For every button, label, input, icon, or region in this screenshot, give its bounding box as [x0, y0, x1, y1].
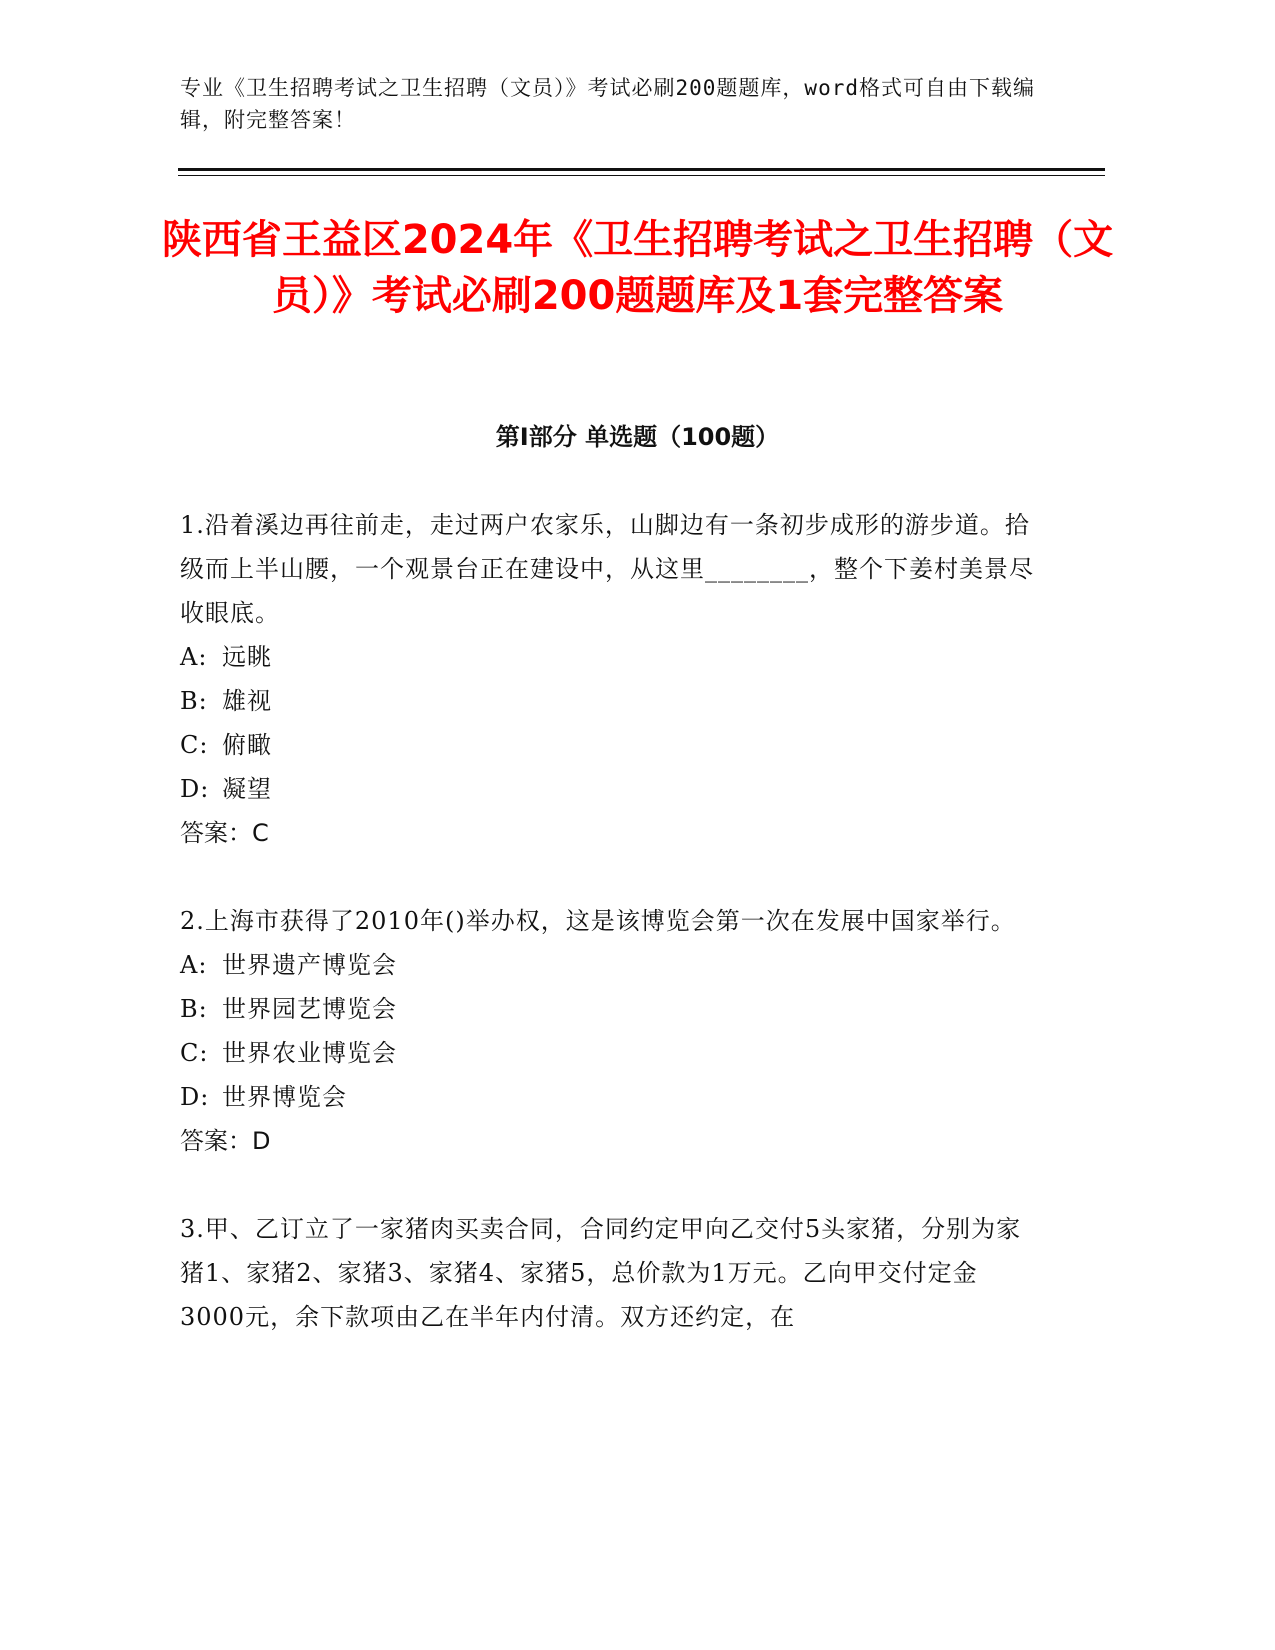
option-c	[180, 1031, 1040, 1075]
question-stem: 1.沿着溪边再往前走，走过两户农家乐，山脚边有一条初步成形的游步道。拾级而上半山腰，一个观景台正在建设中，从这里________，整个下姜村美景尽收眼底。	[180, 511, 1034, 627]
option-letter: D:	[180, 775, 210, 803]
option-text: 凝望	[222, 775, 272, 803]
option-b	[180, 987, 1040, 1031]
header-note: 专业《卫生招聘考试之卫生招聘（文员）》考试必刷200题题库，word格式可自由下载编辑，附完整答案！	[180, 76, 1035, 132]
option-d	[180, 1075, 1040, 1119]
question-3	[180, 1207, 1040, 1339]
option-text: 雄视	[222, 687, 272, 715]
option-letter: C:	[180, 1039, 209, 1067]
option-c	[180, 723, 1040, 767]
option-letter: C:	[180, 731, 209, 759]
option-a	[180, 635, 1040, 679]
option-letter: D:	[180, 1083, 210, 1111]
header-divider-thick	[178, 168, 1105, 171]
option-text: 世界园艺博览会	[222, 995, 397, 1023]
section-heading: 第I部分 单选题（100题）	[495, 423, 780, 451]
option-text: 俯瞰	[222, 731, 272, 759]
question-1	[180, 503, 1040, 855]
option-letter: B:	[180, 687, 208, 715]
question-stem: 2.上海市获得了2010年()举办权，这是该博览会第一次在发展中国家举行。	[180, 907, 1016, 935]
option-text: 世界博览会	[222, 1083, 347, 1111]
document-title: 陕西省王益区2024年《卫生招聘考试之卫生招聘（文员）》考试必刷200题题库及1套完整答案	[161, 217, 1114, 319]
option-text: 世界农业博览会	[222, 1039, 397, 1067]
option-letter: B:	[180, 995, 208, 1023]
option-text: 远眺	[222, 643, 272, 671]
option-b	[180, 679, 1040, 723]
header-divider-thin	[178, 175, 1105, 176]
answer-line: 答案：D	[180, 1127, 271, 1155]
answer-line: 答案：C	[180, 819, 269, 847]
option-letter: A:	[180, 951, 208, 979]
option-d	[180, 767, 1040, 811]
question-list	[180, 503, 1040, 1383]
question-2	[180, 899, 1040, 1163]
question-stem: 3.甲、乙订立了一家猪肉买卖合同，合同约定甲向乙交付5头家猪，分别为家猪1、家猪2、家猪3、家猪4、家猪5，总价款为1万元。乙向甲交付定金3000元，余下款项由乙在半年内付清。双方还约定，在	[180, 1215, 1022, 1331]
option-a	[180, 943, 1040, 987]
option-text: 世界遗产博览会	[222, 951, 397, 979]
option-letter: A:	[180, 643, 208, 671]
